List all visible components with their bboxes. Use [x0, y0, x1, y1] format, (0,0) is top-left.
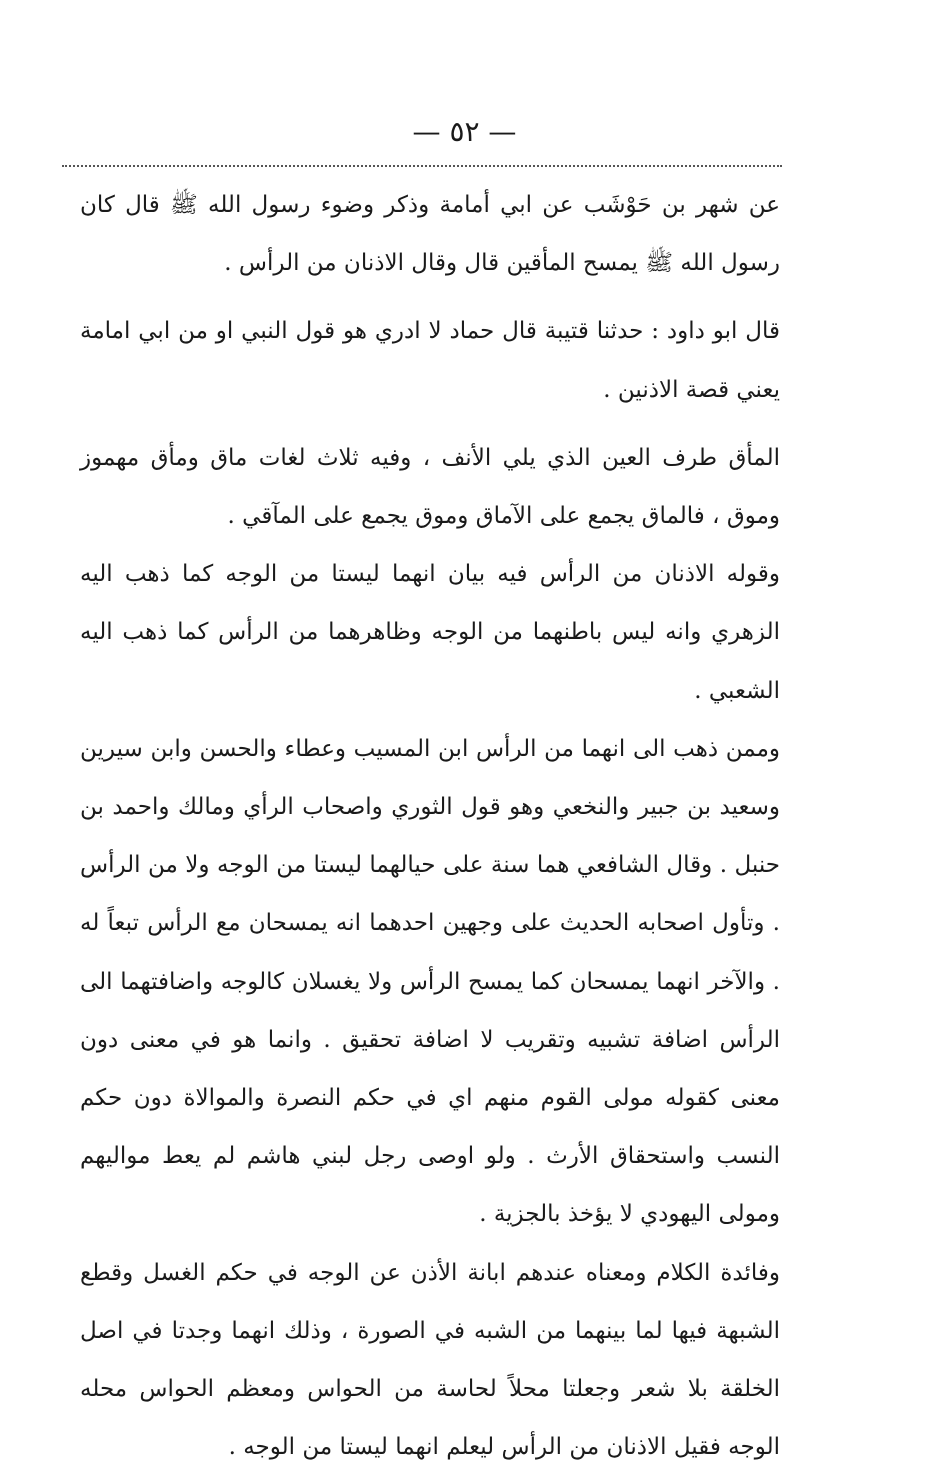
body-text — [80, 176, 780, 1476]
page-number: — ٥٢ — — [412, 115, 517, 148]
paragraph-ears-from-head: وقوله الاذنان من الرأس فيه بيان انهما ليستا من الوجه كما ذهب اليه الزهري وانه ليس باطنهما من الوجه وظاهرهما من الرأس كما ذهب اليه الشعبي . — [80, 561, 780, 704]
paragraph-benefit-of-statement: وفائدة الكلام ومعناه عندهم ابانة الأذن عن الوجه في حكم الغسل وقطع الشبهة فيها لما بينهما من الشبه في الصورة ، وذلك انهما وجدتا في اصل الخلقة بلا شعر وجعلتا محلاً لحاسة من الحواس ومعظم الحواس محله الوجه فقيل الاذنان من الرأس ليعلم انهما ليستا من الوجه . — [80, 1259, 780, 1461]
paragraph-scholars-opinions: وممن ذهب الى انهما من الرأس ابن المسيب وعطاء والحسن وابن سيرين وسعيد بن جبير والنخعي وهو قول الثوري واصحاب الرأي ومالك واحمد بن حنبل . وقال الشافعي هما سنة على حيالهما ليستا من الوجه ولا من الرأس . وتأول اصحابه الحديث على وجهين احدهما انه يمسحان مع الرأس تبعاً له . والآخر انهما يمسحان كما يمسح الرأس ولا يغسلان كالوجه واضافتهما الى الرأس اضافة تشبيه وتقريب لا اضافة تحقيق . وانما هو في معنى دون معنى كقوله مولى القوم منهم اي في حكم النصرة والموالاة دون حكم النسب واستحقاق الأرث . ولو اوصى رجل لبني هاشم لم يعط مواليهم ومولى اليهودي لا يؤخذ بالجزية . — [80, 735, 780, 1228]
paragraph-maq-definition: المأق طرف العين الذي يلي الأنف ، وفيه ثلاث لغات ماق ومأق مهموز وموق ، فالماق يجمع على الآماق وموق يجمع على المآقي . — [80, 444, 780, 530]
paragraph-hadith: عن شهر بن حَوْشَب عن ابي أمامة وذكر وضوء رسول الله ﷺ قال كان رسول الله ﷺ يمسح المأقين قال وقال الاذنان من الرأس . — [80, 192, 780, 277]
header-divider — [62, 165, 782, 167]
paragraph-abu-dawud-note: قال ابو داود : حدثنا قتيبة قال حماد لا ادري هو قول النبي او من ابي امامة يعني قصة الاذنين . — [80, 318, 780, 403]
